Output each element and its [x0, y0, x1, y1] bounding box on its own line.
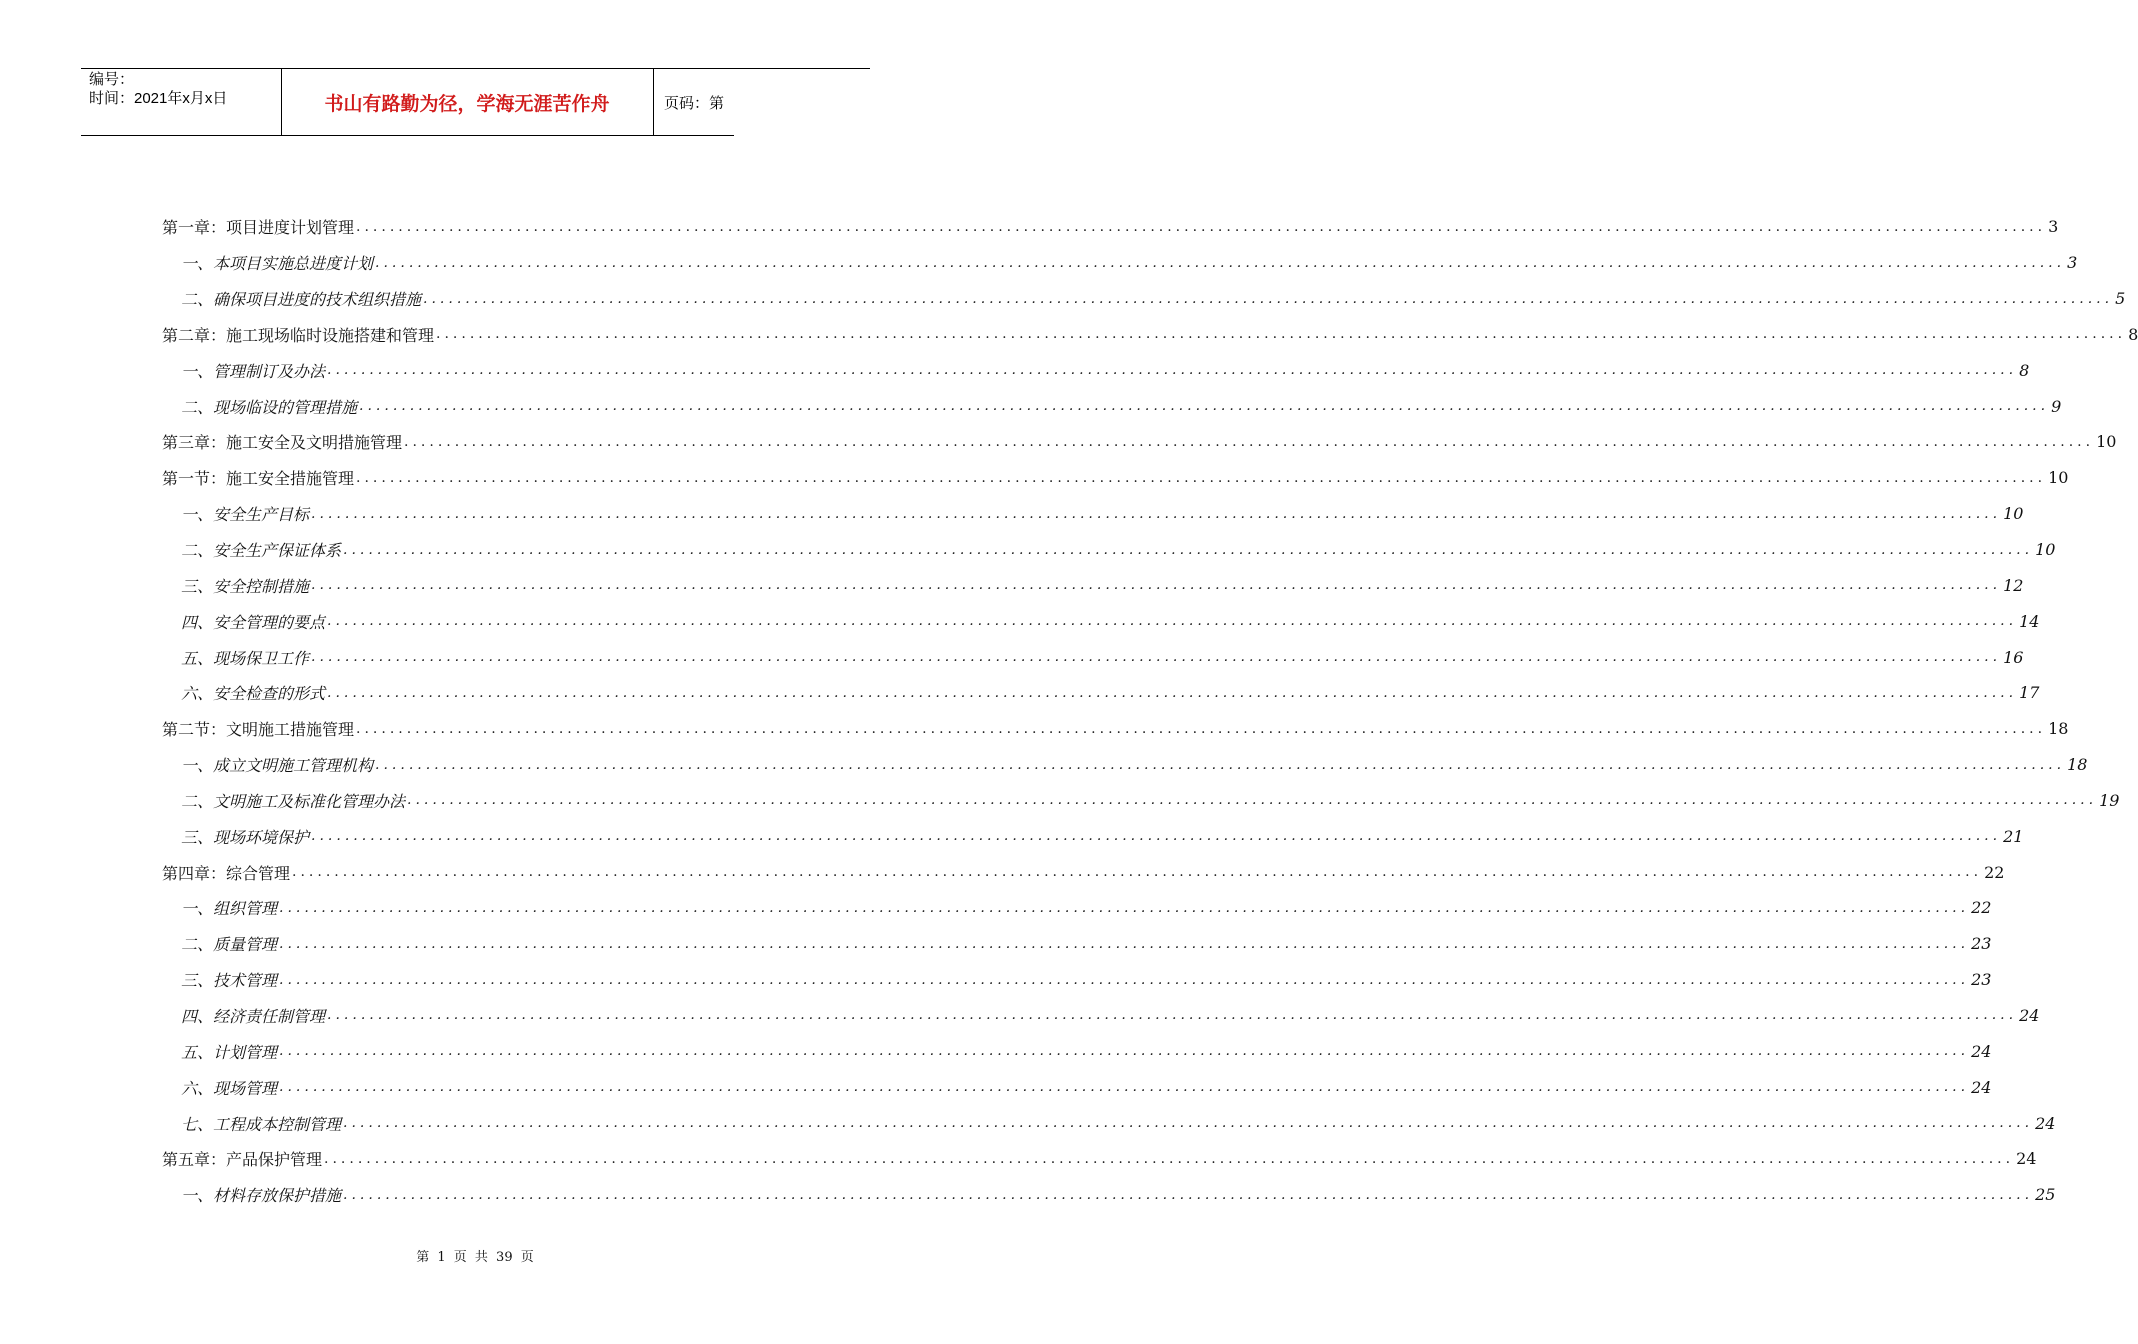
toc-entry-title: 二、文明施工及标准化管理办法 [181, 791, 406, 811]
toc-entry-title: 第四章：综合管理 [162, 863, 291, 883]
toc-entry[interactable] [162, 317, 2138, 353]
toc-entry-page: 3 [2067, 253, 2078, 273]
toc-entry-page: 8 [2019, 360, 2030, 380]
toc-entry-page: 25 [2035, 1185, 2056, 1205]
toc-entry[interactable] [162, 281, 2126, 317]
toc-entry[interactable] [162, 890, 1992, 926]
toc-leader-dots: ........................................................................................................................................................................................................ [311, 577, 2002, 594]
toc-leader-dots: ........................................................................................................................................................................................................ [343, 1186, 2034, 1203]
toc-entry-title: 三、现场环境保护 [181, 827, 310, 847]
toc-entry-title: 五、现场保卫工作 [181, 648, 310, 668]
toc-entry-title: 一、组织管理 [181, 899, 278, 919]
toc-entry-page: 24 [2016, 1149, 2037, 1169]
toc-entry-title: 第一章：项目进度计划管理 [162, 218, 355, 238]
toc-entry[interactable] [162, 532, 2056, 568]
toc-leader-dots: ........................................................................................................................................................................................................ [423, 290, 2114, 307]
toc-entry[interactable] [162, 245, 2078, 281]
toc-entry-page: 10 [2003, 504, 2024, 524]
toc-entry-title: 六、安全检查的形式 [181, 684, 326, 704]
toc-entry[interactable] [162, 711, 2069, 747]
toc-entry[interactable] [162, 496, 2024, 532]
toc-entry-title: 第二节：文明施工措施管理 [162, 720, 355, 740]
toc-leader-dots: ........................................................................................................................................................................................................ [356, 218, 2047, 235]
header-divider-right [653, 68, 654, 136]
toc-leader-dots: ........................................................................................................................................................................................................ [327, 613, 2018, 630]
toc-entry-title: 二、质量管理 [181, 935, 278, 955]
toc-entry-page: 16 [2003, 647, 2024, 667]
toc-entry[interactable] [162, 854, 2005, 890]
toc-leader-dots: ........................................................................................................................................................................................................ [375, 756, 2066, 773]
toc-entry-page: 21 [2003, 826, 2024, 846]
toc-entry-title: 五、计划管理 [181, 1042, 278, 1062]
toc-entry[interactable] [162, 926, 1992, 962]
toc-leader-dots: ........................................................................................................................................................................................................ [311, 505, 2002, 522]
toc-leader-dots: ........................................................................................................................................................................................................ [292, 864, 1983, 881]
toc-entry[interactable] [162, 998, 2040, 1034]
toc-entry-title: 一、管理制订及办法 [181, 361, 326, 381]
toc-entry-page: 19 [2099, 790, 2120, 810]
toc-entry-title: 一、成立文明施工管理机构 [181, 756, 374, 776]
toc-leader-dots: ........................................................................................................................................................................................................ [311, 649, 2002, 666]
header-time-label: 时间：2021年x月x日 [89, 90, 228, 107]
toc-entry-page: 23 [1971, 970, 1992, 990]
toc-entry-title: 四、经济责任制管理 [181, 1006, 326, 1026]
toc-entry-title: 三、安全控制措施 [181, 576, 310, 596]
toc-entry[interactable] [162, 388, 2062, 424]
toc-entry[interactable] [162, 460, 2069, 496]
toc-leader-dots: ........................................................................................................................................................................................................ [404, 433, 2095, 450]
page-footer: 第 1 页 共 39 页 [416, 1250, 534, 1265]
toc-entry[interactable] [162, 567, 2024, 603]
toc-entry[interactable] [162, 352, 2030, 388]
toc-leader-dots: ........................................................................................................................................................................................................ [279, 1079, 1970, 1096]
toc-entry-title: 第五章：产品保护管理 [162, 1150, 323, 1170]
table-of-contents [162, 209, 2138, 1213]
toc-entry[interactable] [162, 209, 2059, 245]
toc-leader-dots: ........................................................................................................................................................................................................ [375, 254, 2066, 271]
toc-leader-dots: ........................................................................................................................................................................................................ [359, 398, 2050, 415]
toc-entry-page: 22 [1971, 898, 1992, 918]
toc-entry[interactable] [162, 1141, 2037, 1177]
toc-entry[interactable] [162, 603, 2040, 639]
toc-leader-dots: ........................................................................................................................................................................................................ [436, 326, 2127, 343]
toc-entry[interactable] [162, 962, 1992, 998]
toc-entry-title: 第一节：施工安全措施管理 [162, 469, 355, 489]
toc-entry[interactable] [162, 747, 2088, 783]
toc-leader-dots: ........................................................................................................................................................................................................ [343, 541, 2034, 558]
toc-entry-page: 18 [2048, 719, 2069, 739]
toc-leader-dots: ........................................................................................................................................................................................................ [343, 1115, 2034, 1132]
toc-leader-dots: ........................................................................................................................................................................................................ [407, 792, 2098, 809]
toc-entry-page: 8 [2128, 324, 2138, 344]
toc-leader-dots: ........................................................................................................................................................................................................ [324, 1150, 2015, 1167]
toc-entry-page: 24 [1971, 1077, 1992, 1097]
header-page-label: 页码：第 [664, 94, 725, 112]
toc-entry-page: 9 [2051, 396, 2062, 416]
header-meta [89, 70, 279, 108]
toc-entry[interactable] [162, 675, 2040, 711]
toc-entry-page: 3 [2048, 217, 2059, 237]
toc-leader-dots: ........................................................................................................................................................................................................ [327, 362, 2018, 379]
toc-entry-page: 17 [2019, 683, 2040, 703]
toc-entry-page: 24 [2019, 1005, 2040, 1025]
toc-entry-title: 六、现场管理 [181, 1078, 278, 1098]
toc-entry[interactable] [162, 783, 2120, 819]
toc-entry-title: 二、现场临设的管理措施 [181, 397, 358, 417]
toc-leader-dots: ........................................................................................................................................................................................................ [311, 828, 2002, 845]
toc-entry-title: 一、材料存放保护措施 [181, 1186, 342, 1206]
toc-entry-title: 二、确保项目进度的技术组织措施 [181, 290, 422, 310]
toc-entry-title: 七、工程成本控制管理 [181, 1114, 342, 1134]
toc-entry[interactable] [162, 424, 2117, 460]
toc-entry-page: 10 [2035, 540, 2056, 560]
toc-entry-title: 四、安全管理的要点 [181, 612, 326, 632]
toc-entry[interactable] [162, 1105, 2056, 1141]
toc-entry-page: 24 [2035, 1113, 2056, 1133]
toc-entry-page: 5 [2115, 289, 2126, 309]
toc-leader-dots: ........................................................................................................................................................................................................ [327, 684, 2018, 701]
toc-entry[interactable] [162, 639, 2024, 675]
toc-leader-dots: ........................................................................................................................................................................................................ [356, 469, 2047, 486]
toc-entry-page: 23 [1971, 934, 1992, 954]
toc-entry-title: 二、安全生产保证体系 [181, 541, 342, 561]
toc-leader-dots: ........................................................................................................................................................................................................ [327, 1007, 2018, 1024]
header-number-label: 编号： [89, 71, 135, 88]
toc-leader-dots: ........................................................................................................................................................................................................ [279, 935, 1970, 952]
toc-entry-page: 24 [1971, 1041, 1992, 1061]
toc-entry-page: 10 [2096, 432, 2117, 452]
toc-entry[interactable] [162, 1033, 1992, 1069]
toc-entry-page: 22 [1984, 862, 2005, 882]
toc-leader-dots: ........................................................................................................................................................................................................ [356, 720, 2047, 737]
toc-entry[interactable] [162, 818, 2024, 854]
page-header [81, 68, 870, 136]
toc-entry[interactable] [162, 1177, 2056, 1213]
toc-entry-page: 18 [2067, 755, 2088, 775]
toc-entry-title: 一、本项目实施总进度计划 [181, 254, 374, 274]
toc-entry-title: 一、安全生产目标 [181, 505, 310, 525]
toc-entry-title: 第二章：施工现场临时设施搭建和管理 [162, 325, 435, 345]
toc-entry-page: 10 [2048, 468, 2069, 488]
toc-entry-title: 第三章：施工安全及文明措施管理 [162, 433, 403, 453]
toc-leader-dots: ........................................................................................................................................................................................................ [279, 971, 1970, 988]
toc-entry-title: 三、技术管理 [181, 971, 278, 991]
toc-leader-dots: ........................................................................................................................................................................................................ [279, 1043, 1970, 1060]
toc-entry[interactable] [162, 1069, 1992, 1105]
header-motto: 书山有路勤为径，学海无涯苦作舟 [324, 92, 610, 115]
toc-entry-page: 12 [2003, 575, 2024, 595]
toc-entry-page: 14 [2019, 611, 2040, 631]
toc-leader-dots: ........................................................................................................................................................................................................ [279, 899, 1970, 916]
